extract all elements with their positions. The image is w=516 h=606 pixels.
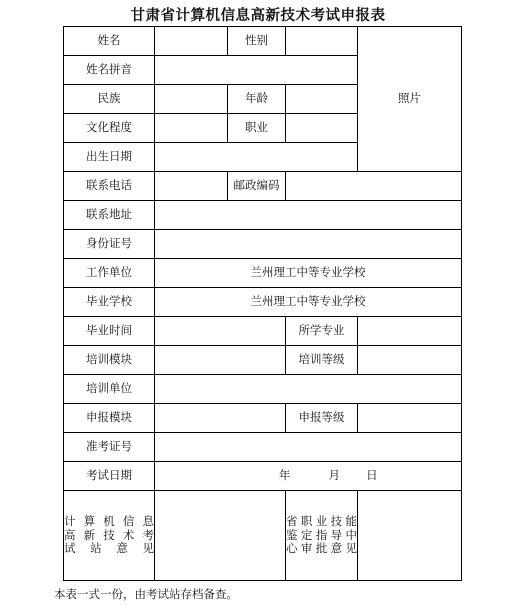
provincial-opinion-line-1: 省职业技能 <box>286 513 357 528</box>
training-module-label: 培训模块 <box>64 346 155 375</box>
graduation-time-field[interactable] <box>155 317 286 346</box>
exam-date-year: 年 <box>278 468 291 483</box>
address-label: 联系地址 <box>64 201 155 230</box>
address-field[interactable] <box>155 201 462 230</box>
major-label: 所学专业 <box>286 317 358 346</box>
photo-label: 照片 <box>398 91 421 106</box>
age-label: 年龄 <box>228 85 286 114</box>
training-level-field[interactable] <box>358 346 462 375</box>
admission-number-field[interactable] <box>155 433 462 462</box>
training-unit-field[interactable] <box>155 375 462 404</box>
apply-module-field[interactable] <box>155 404 286 433</box>
training-level-label: 培训等级 <box>286 346 358 375</box>
apply-module-label: 申报模块 <box>64 404 155 433</box>
application-form-table <box>63 26 462 581</box>
education-label: 文化程度 <box>64 114 155 143</box>
name-label: 姓名 <box>64 27 155 56</box>
exam-date-day: 日 <box>366 468 378 483</box>
ethnicity-field[interactable] <box>155 85 228 114</box>
birth-date-label: 出生日期 <box>64 143 155 172</box>
provincial-opinion-line-2: 鉴定指导中 <box>286 527 357 542</box>
exam-date-field[interactable] <box>155 462 462 491</box>
training-unit-label: 培训单位 <box>64 375 155 404</box>
work-unit-label: 工作单位 <box>64 259 155 288</box>
id-number-field[interactable] <box>155 230 462 259</box>
provincial-opinion-label <box>286 491 358 581</box>
postal-code-label: 邮政编码 <box>228 172 286 201</box>
gender-field[interactable] <box>286 27 358 56</box>
phone-field[interactable] <box>155 172 228 201</box>
name-field[interactable] <box>155 27 228 56</box>
gender-label: 性别 <box>228 27 286 56</box>
graduation-time-label: 毕业时间 <box>64 317 155 346</box>
photo-box[interactable] <box>358 27 462 172</box>
exam-date-month: 月 <box>328 468 340 483</box>
occupation-field[interactable] <box>286 114 358 143</box>
station-opinion-line-2: 高新技术考 <box>64 527 154 542</box>
station-opinion-line-3: 试站意见 <box>64 541 154 556</box>
postal-code-field[interactable] <box>286 172 462 201</box>
name-pinyin-field[interactable] <box>155 56 358 85</box>
footer-note: 本表一式一份，由考试站存档备查。 <box>54 587 238 601</box>
major-field[interactable] <box>358 317 462 346</box>
age-field[interactable] <box>286 85 358 114</box>
education-field[interactable] <box>155 114 228 143</box>
birth-date-field[interactable] <box>155 143 358 172</box>
apply-level-field[interactable] <box>358 404 462 433</box>
station-opinion-field[interactable] <box>155 491 286 581</box>
ethnicity-label: 民族 <box>64 85 155 114</box>
provincial-opinion-field[interactable] <box>358 491 462 581</box>
occupation-label: 职业 <box>228 114 286 143</box>
station-opinion-label <box>64 491 155 581</box>
form-title: 甘肃省计算机信息高新技术考试申报表 <box>130 7 386 24</box>
station-opinion-line-1: 计算机信息 <box>64 513 154 528</box>
name-pinyin-label: 姓名拼音 <box>64 56 155 85</box>
admission-number-label: 准考证号 <box>64 433 155 462</box>
apply-level-label: 申报等级 <box>286 404 358 433</box>
graduate-school-field[interactable]: 兰州理工中等专业学校 <box>155 288 462 317</box>
work-unit-field[interactable]: 兰州理工中等专业学校 <box>155 259 462 288</box>
provincial-opinion-line-3: 心审批意见 <box>286 541 357 556</box>
id-number-label: 身份证号 <box>64 230 155 259</box>
graduate-school-label: 毕业学校 <box>64 288 155 317</box>
training-module-field[interactable] <box>155 346 286 375</box>
exam-date-label: 考试日期 <box>64 462 155 491</box>
phone-label: 联系电话 <box>64 172 155 201</box>
